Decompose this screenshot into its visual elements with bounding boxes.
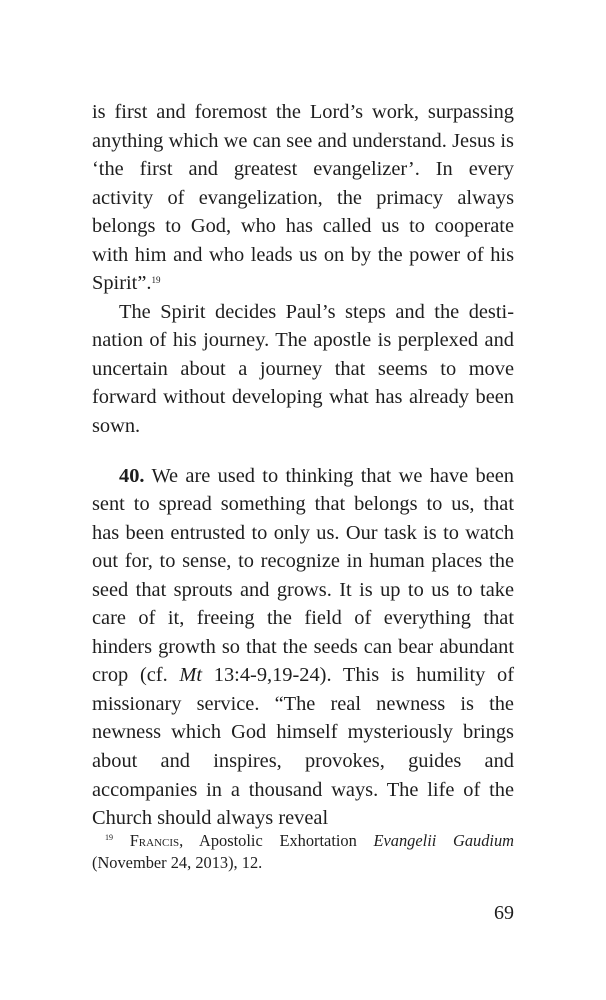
- footnote-author: Francis: [129, 831, 180, 850]
- footnote: [92, 830, 514, 873]
- paragraph-text: We are used to thinking that we have been sent to spread something that belongs to us, that has been entrusted to only us. Our task is to watch out for, to sense, to recognize in human places the seed that sprouts and grows. It is up to us to take care of it, freeing the field of everything that hinders growth so that the seeds can bear abundant crop (cf.: [92, 464, 514, 687]
- footnote-sep: , Apostolic Exhortation: [179, 831, 374, 850]
- page-number: 69: [494, 902, 514, 924]
- footnote-text: [92, 830, 514, 873]
- page-content: [92, 98, 514, 833]
- paragraph-continued: [92, 98, 514, 298]
- footnote-doc-title: Evangelii Gaudium: [373, 831, 514, 850]
- paragraph-text: 13:4-9,19-24). This is humility of missionary service. “The real newness is the newness which God himself mysteriously brings about and inspires, provokes, guides and accompanies in a thousand ways. The life of the Church should always reveal: [92, 664, 515, 830]
- paragraph-spirit: [92, 298, 514, 441]
- body-text: [92, 98, 514, 833]
- footnote-reference[interactable]: 19: [151, 275, 161, 286]
- paragraph-number: 40.: [119, 464, 145, 487]
- scripture-book-ref: Mt: [179, 664, 203, 687]
- footnote-marker: 19: [105, 833, 113, 842]
- paragraph-text: is first and foremost the Lord’s work, surpassing anything which we can see and understand. Jesus is ‘the first and greatest evangelizer’. In every activity of evangelization, the primacy always belongs to God, who has called us to cooperate with him and who leads us on by the power of his Spirit”.: [92, 101, 514, 295]
- paragraph-text: The Spirit decides Paul’s steps and the destination of his journey. The apostle is perplexed and uncertain about a journey that seems to move forward without developing what has already been sown.: [92, 300, 514, 438]
- footnote-rest: (November 24, 2013), 12.: [92, 852, 263, 872]
- paragraph-40: [92, 462, 514, 833]
